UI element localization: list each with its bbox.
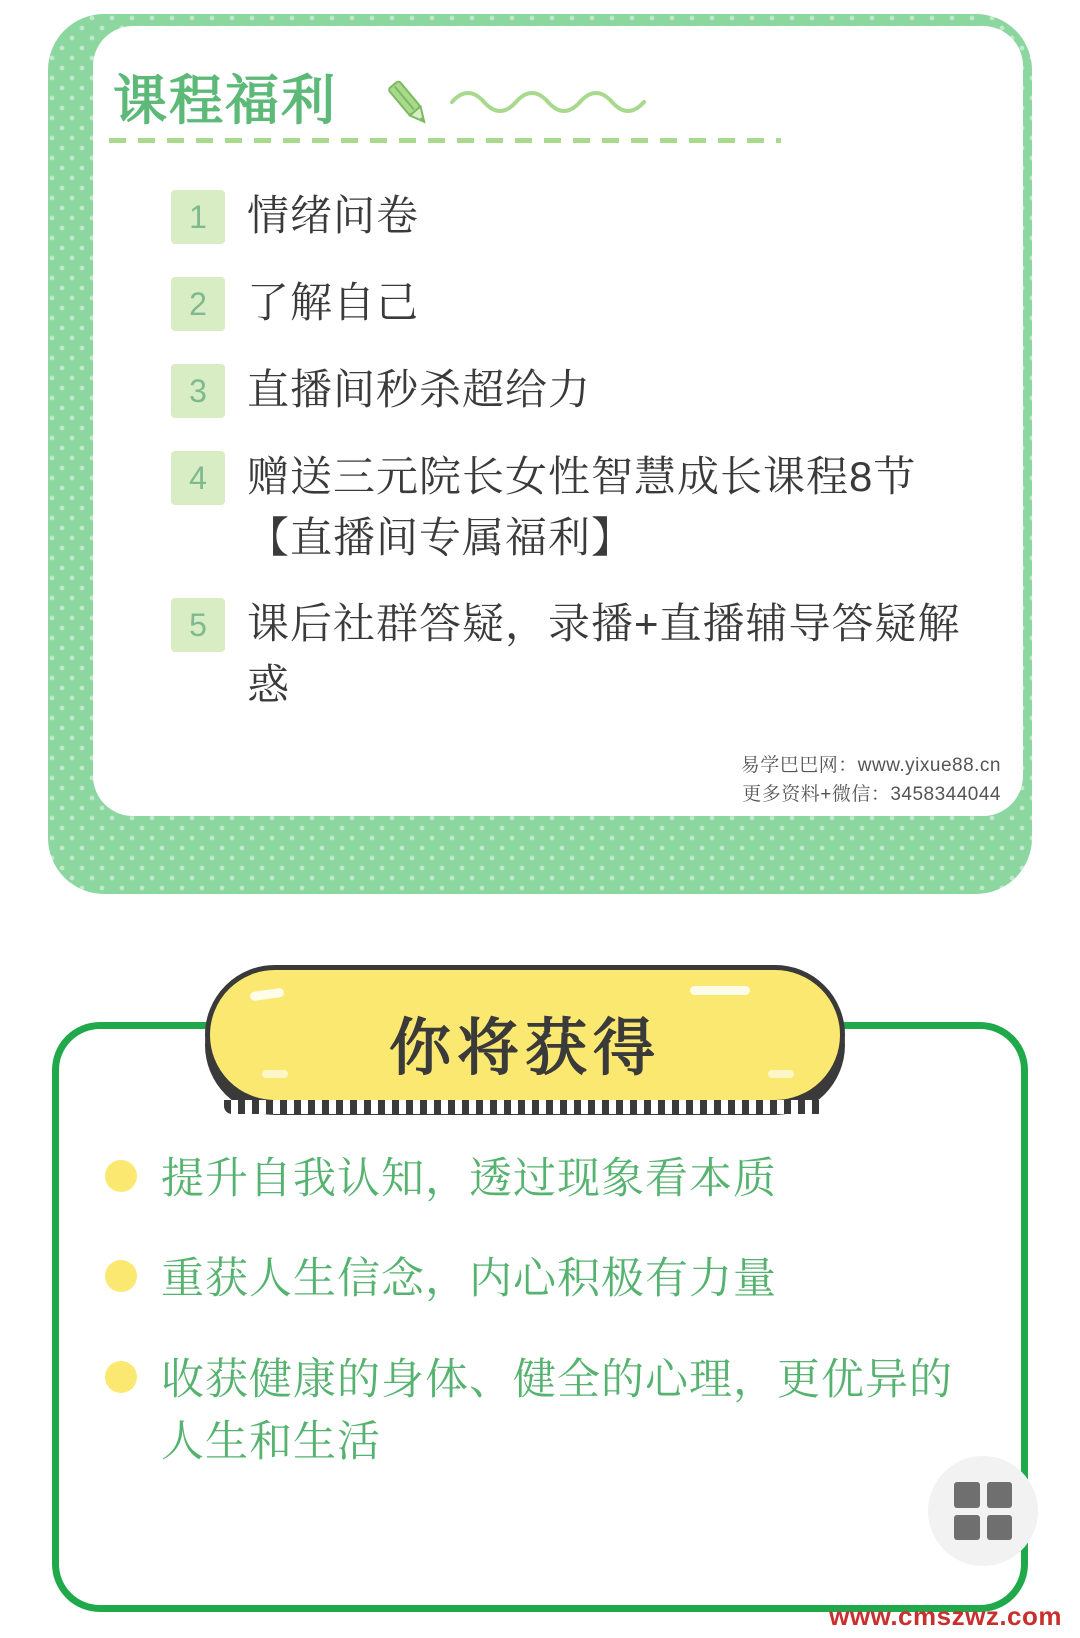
grid-icon (954, 1482, 1012, 1540)
item-number: 2 (171, 277, 225, 331)
bullet-dot-icon (105, 1160, 137, 1192)
list-item (105, 1349, 955, 1474)
pencil-icon (378, 74, 438, 134)
badge-highlight (690, 986, 750, 995)
item-number: 3 (171, 364, 225, 418)
list-item (171, 594, 1001, 716)
item-number: 5 (171, 598, 225, 652)
list-item (105, 1148, 955, 1210)
list-item (171, 447, 1001, 569)
gains-badge-label: 你将获得 (388, 1014, 661, 1083)
watermark-wechat: 更多资料+微信：3458344044 (742, 783, 1001, 805)
item-text: 重获人生信念，内心积极有力量 (161, 1255, 777, 1304)
item-text: 情绪问卷 (247, 192, 420, 239)
bullet-dot-icon (105, 1361, 137, 1393)
item-text: 收获健康的身体、健全的心理，更优异的人生和生活 (161, 1355, 953, 1467)
gains-badge (205, 965, 845, 1105)
watermark-top (741, 752, 1001, 809)
item-text: 直播间秒杀超给力 (247, 365, 592, 413)
item-text: 课后社群答疑，录播+直播辅导答疑解惑 (247, 600, 961, 709)
course-benefits-list (171, 186, 1001, 742)
item-number: 1 (171, 190, 225, 244)
bullet-dot-icon (105, 1260, 137, 1292)
item-number: 4 (171, 451, 225, 505)
course-benefits-inner (93, 26, 1023, 816)
grid-menu-button[interactable] (928, 1456, 1038, 1566)
squiggle-decoration (448, 82, 648, 118)
list-item (171, 360, 1001, 421)
item-text: 提升自我认知，透过现象看本质 (161, 1155, 777, 1203)
list-item (171, 273, 1001, 334)
course-benefits-title: 课程福利 (113, 71, 337, 131)
watermark-site: 易学巴巴网：www.yixue88.cn (740, 755, 1001, 776)
list-item (171, 186, 1001, 247)
item-text: 了解自己 (247, 278, 420, 326)
list-item (105, 1248, 955, 1310)
course-benefits-card (48, 14, 1032, 894)
watermark-bottom: www.cmszwz.com (829, 1601, 1062, 1631)
gains-list (105, 1148, 955, 1511)
item-text: 赠送三元院长女性智慧成长课程8节【直播间专属福利】 (247, 452, 917, 561)
dashed-divider (109, 138, 781, 143)
